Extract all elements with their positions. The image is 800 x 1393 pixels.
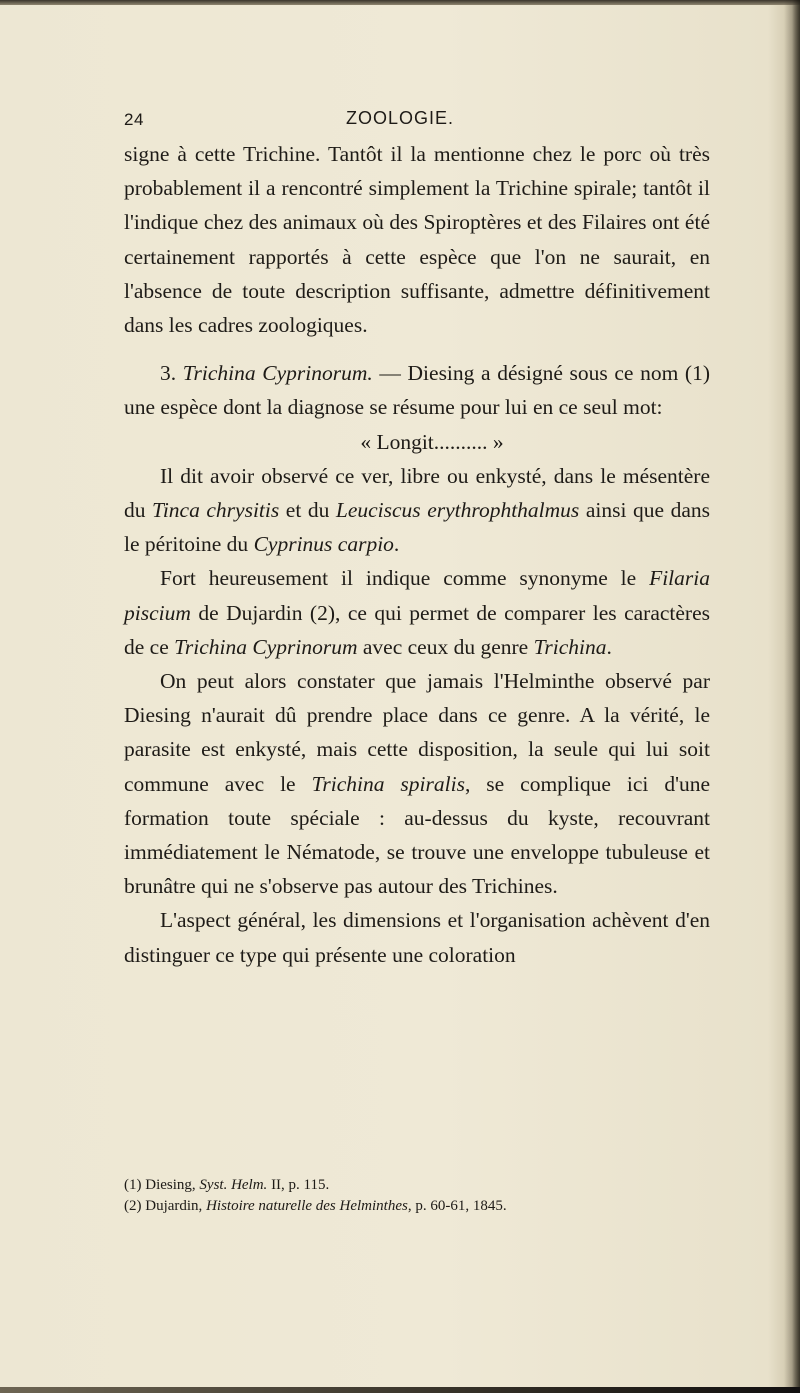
- paragraph-4: Fort heureusement il indique comme synonyme le Filaria piscium de Dujardin (2), ce qui permet de comparer les caractères de ce Trichina Cyprinorum avec ceux du genre Trichina.: [124, 566, 710, 659]
- body-text: [124, 137, 710, 972]
- footnote-1: (1) Diesing, Syst. Helm. II, p. 115.: [124, 1177, 330, 1193]
- paragraph-3: Il dit avoir observé ce ver, libre ou enkysté, dans le mésentère du Tinca chrysitis et du Leuciscus erythrophthalmus ainsi que dans le péritoine du Cyprinus carpio.: [124, 463, 710, 557]
- paragraph-1: signe à cette Trichine. Tantôt il la mentionne chez le porc où très probablement il a rencontré simplement la Trichine spirale; tantôt il l'indique chez des animaux où des Spiroptères et des Filaires ont été certainement rapportés à cette espèce que l'on ne saurait, en l'absence de toute description suffisante, admettre définitivement dans les cadres zoologiques.: [124, 142, 710, 338]
- bottom-edge-shadow: [0, 1387, 800, 1393]
- section-number: 3.: [160, 361, 177, 386]
- diagnosis-quote: « Longit.......... »: [360, 429, 504, 454]
- footnotes: [124, 1175, 714, 1217]
- page-number: 24: [124, 110, 144, 129]
- paragraph-2: 3. Trichina Cyprinorum. — Diesing a désigné sous ce nom (1) une espèce dont la diagnose se résume pour lui en ce seul mot:: [124, 361, 711, 420]
- binding-edge-shadow: [784, 0, 800, 1393]
- top-edge-shadow: [0, 0, 800, 5]
- species-title: Trichina Cyprinorum.: [182, 361, 373, 386]
- running-head: ZOOLOGIE.: [345, 108, 455, 128]
- paragraph-5: On peut alors constater que jamais l'Helminthe observé par Diesing n'aurait dû prendre place dans ce genre. A la vérité, le parasite est enkysté, mais cette disposition, la seule qui lui soit commune avec le Trichina spiralis, se complique ici d'une formation toute spéciale : au-dessus du kyste, recouvrant immédiatement le Nématode, se trouve une enveloppe tubuleuse et brunâtre qui ne s'observe pas autour des Trichines.: [124, 669, 711, 899]
- footnote-2: (2) Dujardin, Histoire naturelle des Helminthes, p. 60-61, 1845.: [124, 1198, 507, 1214]
- paragraph-6: L'aspect général, les dimensions et l'organisation achèvent d'en distinguer ce type qui présente une coloration: [124, 908, 710, 967]
